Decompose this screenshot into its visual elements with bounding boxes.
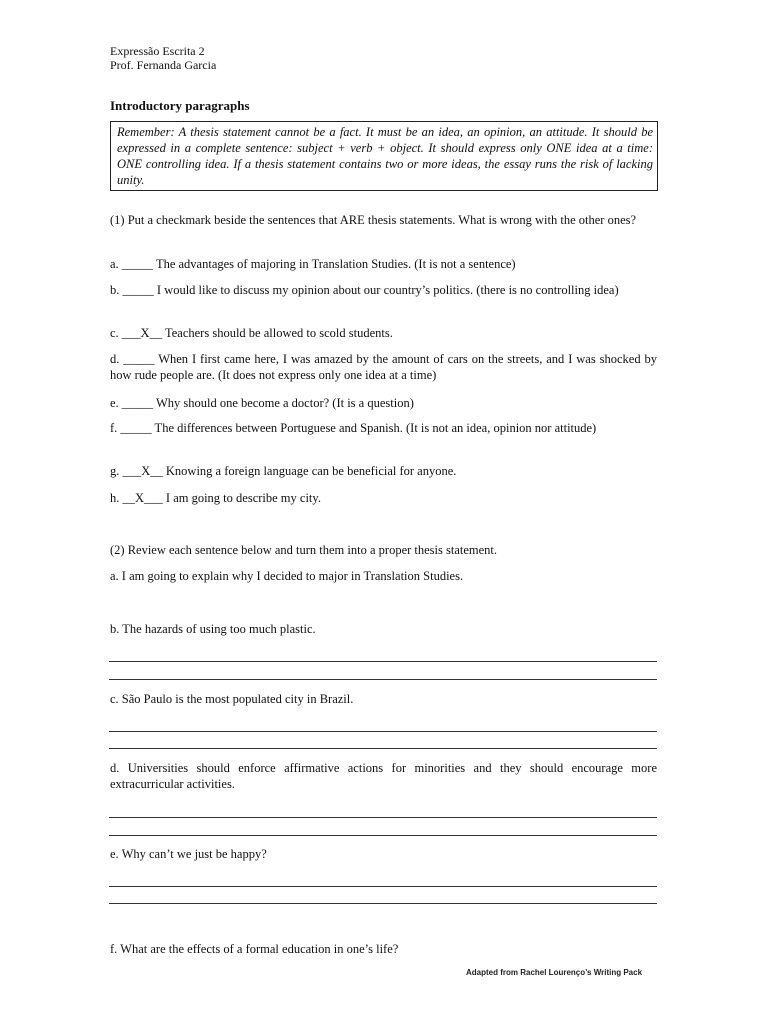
exercise1-item-e: e. _____ Why should one become a doctor? (It is a question) [110, 396, 414, 410]
exercise1-item-d: d. _____ When I first came here, I was amazed by the amount of cars on the streets, and I was shocked by how rude people are. (It does not express only one idea at a time) [110, 352, 657, 382]
exercise2-item-f: f. What are the effects of a formal education in one’s life? [110, 942, 399, 956]
teacher-name: Prof. Fernanda Garcia [110, 58, 217, 72]
remember-box: Remember: A thesis statement cannot be a fact. It must be an idea, an opinion, an attitude. It should be expressed in a complete sentence: subject + verb + object. It should express only ONE idea at a time: ONE controlling idea. If a thesis statement contains two or more ideas, the essay runs the risk of lacking unity. [110, 121, 658, 191]
answer-line[interactable] [109, 748, 657, 749]
exercise2-instruction: (2) Review each sentence below and turn them into a proper thesis statement. [110, 543, 498, 557]
exercise2-item-b: b. The hazards of using too much plastic. [110, 622, 316, 636]
exercise2-item-a: a. I am going to explain why I decided to major in Translation Studies. [110, 569, 464, 583]
exercise1-item-g: g. ___X__ Knowing a foreign language can be beneficial for anyone. [110, 464, 457, 478]
answer-line[interactable] [109, 903, 657, 904]
exercise2-item-c: c. São Paulo is the most populated city in Brazil. [110, 692, 354, 706]
answer-line[interactable] [109, 679, 657, 680]
footer-credit: Adapted from Rachel Lourenço’s Writing Pack [466, 968, 643, 977]
answer-line[interactable] [109, 886, 657, 887]
exercise1-instruction: (1) Put a checkmark beside the sentences that ARE thesis statements. What is wrong with the other ones? [110, 213, 637, 227]
exercise1-item-a: a. _____ The advantages of majoring in Translation Studies. (It is not a sentence) [110, 257, 516, 271]
page-title: Introductory paragraphs [110, 98, 250, 113]
answer-line[interactable] [109, 817, 657, 818]
exercise1-item-h: h. __X___ I am going to describe my city. [110, 491, 321, 505]
answer-line[interactable] [109, 835, 657, 836]
course-name: Expressão Escrita 2 [110, 44, 205, 58]
exercise2-item-e: e. Why can’t we just be happy? [110, 847, 267, 861]
answer-line[interactable] [109, 731, 657, 732]
answer-line[interactable] [109, 661, 657, 662]
exercise1-item-c: c. ___X__ Teachers should be allowed to scold students. [110, 326, 393, 340]
exercise2-item-d: d. Universities should enforce affirmative actions for minorities and they should encourage more extracurricular activities. [110, 761, 657, 791]
exercise1-item-f: f. _____ The differences between Portuguese and Spanish. (It is not an idea, opinion nor attitude) [110, 421, 597, 435]
exercise1-item-b: b. _____ I would like to discuss my opinion about our country’s politics. (there is no controlling idea) [110, 283, 619, 297]
